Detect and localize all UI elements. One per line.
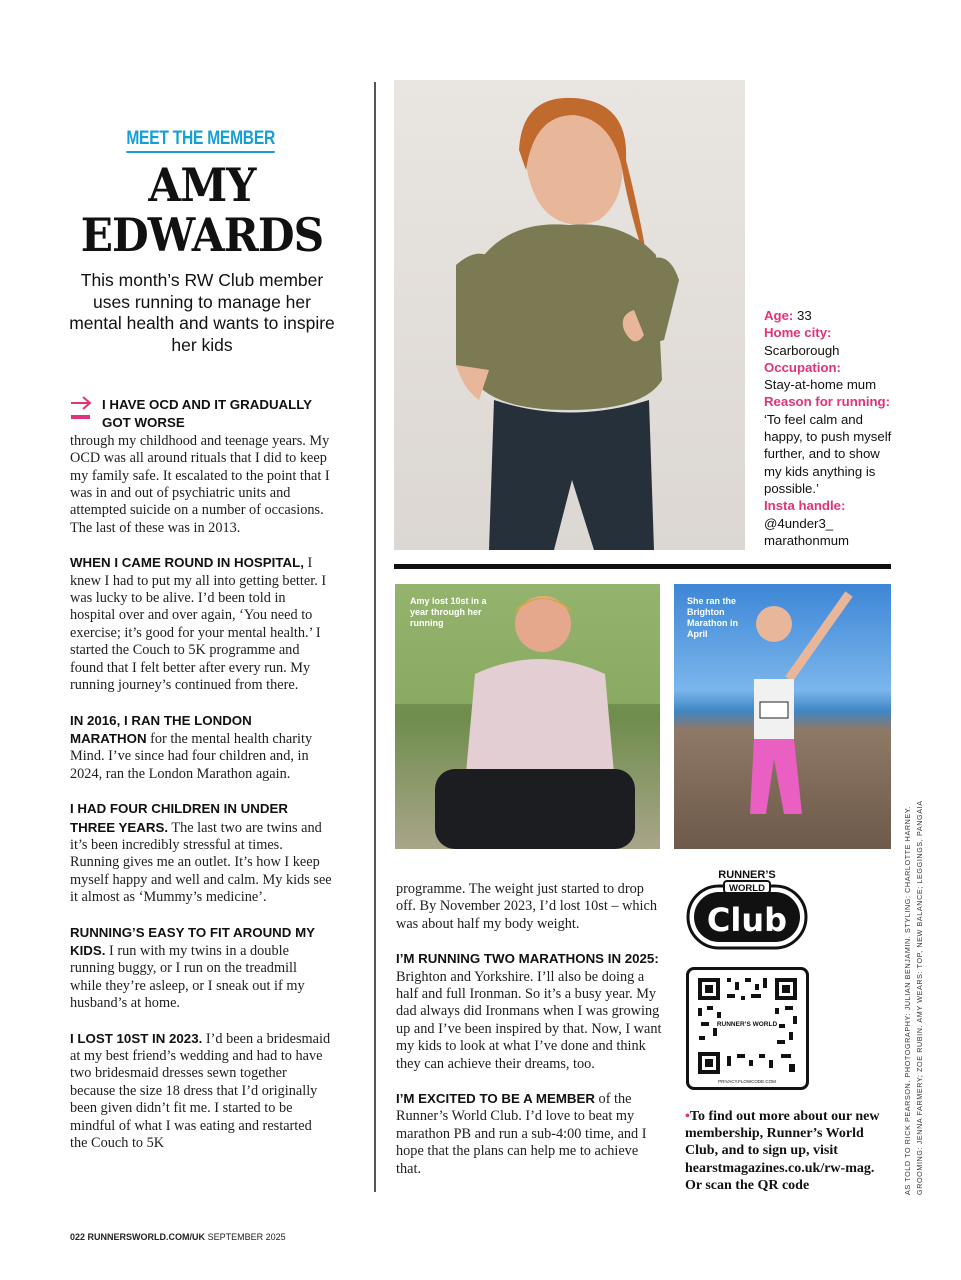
paragraph-lead: I LOST 10ST IN 2023. — [70, 1030, 203, 1046]
logo-club-text: Club — [706, 901, 788, 939]
age-value: 33 — [796, 308, 812, 323]
qr-code[interactable] — [686, 967, 809, 1090]
article-column-left — [70, 396, 332, 1169]
logo-mid-text: WORLD — [729, 883, 765, 894]
paragraph-body: for the mental health charity Mind. I’ve since had four children and, in 2024, ran the London Marathon again. — [70, 730, 313, 782]
buggy-photo — [395, 584, 660, 849]
photo-credits — [902, 775, 926, 1195]
paragraph-lead: WHEN I CAME ROUND IN HOSPITAL, — [70, 555, 304, 571]
section-kicker — [70, 128, 332, 153]
paragraph — [396, 1090, 666, 1178]
qr-center-text: RUNNER’S WORLD — [716, 1021, 778, 1028]
paragraph-body: I run with my twins in a double running buggy, or I run on the treadmill while they’re asleep, or I sneak out if my husband’s at home. — [70, 942, 305, 1012]
membership-cta — [685, 1108, 885, 1194]
rw-club-logo — [684, 866, 810, 952]
credits-line-1: AS TOLD TO RICK PEARSON. PHOTOGRAPHY: JULIAN BENJAMIN. STYLING: CHARLOTTE HARNEY. — [903, 806, 912, 1195]
reason-label: Reason for running: — [764, 394, 891, 410]
city-value: Scarborough — [764, 342, 840, 358]
qr-url-text: PRIVACY.FLOWCODE.COM — [718, 1079, 776, 1084]
paragraph-lead: I’M RUNNING TWO MARATHONS IN 2025: — [396, 951, 659, 967]
paragraph-body: of the Runner’s World Club. I’d love to beat my marathon PB and run a sub-4:00 time, and I hope that the plans can help me to achieve that. — [396, 1091, 647, 1177]
page-number: 022 — [70, 1232, 86, 1242]
qr-pattern-icon — [689, 970, 806, 1087]
photo-divider — [394, 564, 891, 569]
paragraph-lead: IN 2016, I RAN THE LONDON MARATHON — [70, 712, 252, 746]
column-divider — [374, 82, 376, 1192]
member-facts — [764, 307, 894, 549]
paragraph-lead: RUNNING’S EASY TO FIT AROUND MY KIDS. — [70, 924, 315, 958]
occupation-value: Stay-at-home mum — [764, 377, 877, 393]
caption-beach: She ran the Brighton Marathon in April — [687, 596, 738, 639]
paragraph-lead: I HAVE OCD AND IT GRADUALLY GOT WORSE — [102, 397, 312, 431]
paragraph-body: programme. The weight just started to drop off. By November 2023, I’d lost 10st – which was about half my body weight. — [396, 881, 658, 932]
paragraph — [70, 1030, 332, 1153]
paragraph — [70, 800, 332, 906]
insta-value: @4under3_ marathonmum — [764, 515, 850, 548]
cta-text[interactable]: To find out more about our new membership, Runner’s World Club, and to sign up, visit hearstmagazines.co.uk/rw-mag. Or scan the QR code — [685, 1109, 880, 1193]
paragraph — [396, 881, 666, 933]
paragraph — [70, 712, 332, 784]
caption-buggy: Amy lost 10st in a year through her running — [410, 596, 487, 628]
city-label: Home city: — [764, 325, 832, 341]
standfirst: This month’s RW Club member uses running to manage her mental health and wants to inspire her kids — [69, 270, 335, 355]
age-label: Age: — [764, 308, 794, 323]
paragraph-body: The last two are twins and it’s been incredibly stressful at times. Running gives me an outlet. It’s how I keep myself happy and well and calm. My kids see it almost as ‘Mummy’s medicine’. — [70, 819, 332, 906]
paragraph-body: Brighton and Yorkshire. I’ll also be doing a half and full Ironman. So it’s a busy year. My dad always did Ironmans when I was growing up and I’ve been inspired by that. Now, I want my kids to look at what I’ve done and think they can achieve their dreams, too. — [396, 968, 662, 1072]
paragraph-body: I knew I had to put my all into getting better. I was lucky to be alive. I’d been told in hospital over and over again, ‘You need to exercise; it’s good for your mental health.’ I started the Couch to 5K programme and found that I felt better after every run. My running journey’s continued from there. — [70, 555, 327, 694]
insta-label: Insta handle: — [764, 498, 846, 514]
bullet-dot: • — [685, 1109, 690, 1124]
paragraph — [70, 554, 332, 694]
site-url: RUNNERSWORLD.COM/UK — [87, 1232, 206, 1242]
beach-photo — [674, 584, 891, 849]
paragraph — [70, 924, 332, 1013]
paragraph — [396, 950, 666, 1073]
kicker-text: MEET THE MEMBER — [127, 128, 276, 153]
name-line-1: AMY — [148, 158, 256, 212]
paragraph-body: through my childhood and teenage years. My OCD was all around rituals that I did to keep my family safe. It escalated to the point that I was in and out of psychiatric units and attempted suicide on a number of occasions. The last of these was in 2013. — [70, 432, 330, 536]
article-column-middle — [396, 881, 666, 1195]
paragraph-body: I’d been a bridesmaid at my best friend’s wedding and had to have two bridesmaid dresses sewn together because the size 18 dress that I’d originally been given didn’t fit me. I started to be mindful of what I was eating and restarted the Couch to 5K — [70, 1030, 331, 1152]
member-name — [66, 160, 338, 260]
paragraph-lead: I HAD FOUR CHILDREN IN UNDER THREE YEARS. — [70, 801, 288, 835]
runner-portrait-illustration — [394, 80, 745, 550]
credits-line-2: GROOMING: JENNA FARMERY; ZOE RUBIN. AMY WEARS: TOP, NEW BALANCE; LEGGINGS, PANGAIA — [915, 800, 924, 1195]
reason-value: ‘To feel calm and happy, to push myself further, and to show my kids anything is possible.’ — [764, 411, 892, 496]
portrait-photo — [394, 80, 745, 550]
name-line-2: EDWARDS — [80, 208, 324, 262]
paragraph-lead: I’M EXCITED TO BE A MEMBER — [396, 1091, 595, 1107]
occupation-label: Occupation: — [764, 359, 841, 375]
page-folio — [70, 1232, 286, 1242]
logo-top-text: RUNNER’S — [718, 869, 776, 881]
issue-date: SEPTEMBER 2025 — [207, 1232, 286, 1242]
paragraph — [70, 396, 332, 537]
